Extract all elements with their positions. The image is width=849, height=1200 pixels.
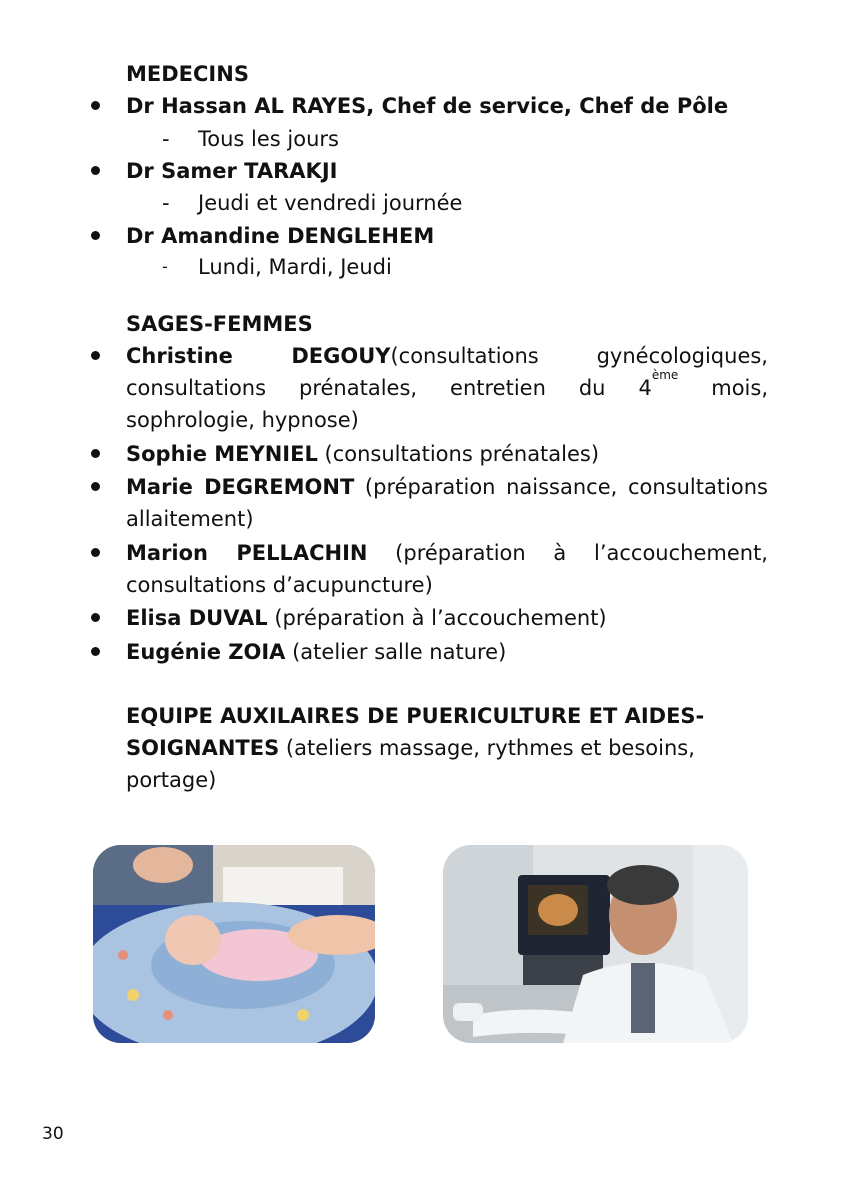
midwife-desc: (consultations prénatales) [317,442,600,466]
bullet-icon [88,98,102,112]
doctor-schedule: Tous les jours [198,127,339,151]
midwife-name: Elisa DUVAL [126,606,268,630]
bullet-icon [88,446,102,460]
dash-marker: - [162,257,168,276]
midwife-name: Christine DEGOUY [126,344,391,368]
midwife-desc: (atelier salle nature) [285,640,507,664]
midwife-desc: (préparation naissance, consultations [354,475,769,499]
list-item [126,636,506,668]
equipe-desc: portage) [126,768,217,792]
section-heading-equipe: EQUIPE AUXILAIRES DE PUERICULTURE ET AIDES- [126,704,705,728]
section-heading-equipe-cont: SOIGNANTES [126,736,280,760]
doctor-name: Dr Amandine DENGLEHEM [126,224,435,248]
list-item [126,602,607,634]
bullet-icon [88,228,102,242]
photo-doctor-ultrasound [443,845,748,1043]
equipe-desc: (ateliers massage, rythmes et besoins, [279,736,695,760]
bullet-icon [88,348,102,362]
bullet-icon [88,163,102,177]
midwife-name: Sophie MEYNIEL [126,442,318,466]
list-item [126,340,768,436]
midwife-name: Eugénie ZOIA [126,640,286,664]
bullet-icon [88,610,102,624]
superscript: ème [651,368,679,382]
doctor-schedule: Lundi, Mardi, Jeudi [198,255,392,279]
section-heading-medecins: MEDECINS [126,62,249,86]
midwife-name: Marion PELLACHIN [126,541,368,565]
equipe-line [126,732,695,764]
midwife-desc: sophrologie, hypnose) [126,408,359,432]
doctor-schedule: Jeudi et vendredi journée [198,191,463,215]
page-number: 30 [42,1124,64,1144]
midwife-desc: allaitement) [126,507,254,531]
section-heading-sages-femmes: SAGES-FEMMES [126,312,313,336]
midwife-name: Marie DEGREMONT [126,475,355,499]
bullet-icon [88,644,102,658]
list-item [126,438,599,470]
midwife-desc: (préparation à l’accouchement, [367,541,768,565]
list-item [126,471,768,535]
dash-marker: - [162,127,170,151]
bullet-icon [88,479,102,493]
list-item [126,537,768,601]
doctor-name: Dr Samer TARAKJI [126,159,338,183]
midwife-desc: (consultations gynécologiques, [390,344,768,368]
doctor-name: Dr Hassan AL RAYES, Chef de service, Chef de Pôle [126,94,729,118]
dash-marker: - [162,191,170,215]
bullet-icon [88,545,102,559]
photo-baby-massage [93,845,375,1043]
midwife-desc: consultations prénatales, entretien du 4 [126,376,652,400]
midwife-desc: (préparation à l’accouchement) [267,606,607,630]
midwife-desc: consultations d’acupuncture) [126,573,433,597]
midwife-desc: mois, [678,376,768,400]
